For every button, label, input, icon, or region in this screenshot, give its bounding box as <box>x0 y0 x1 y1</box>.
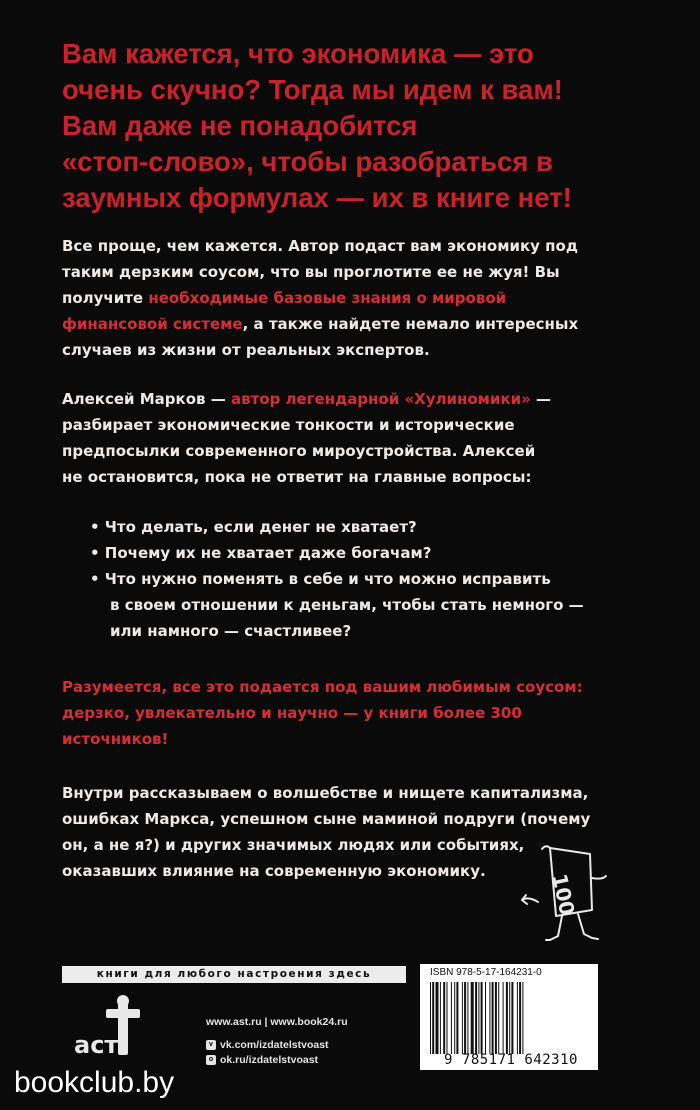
question-item: • Что нужно поменять в себе и что можно исправить <box>90 570 551 588</box>
author-line: не остановится, пока не ответит на главные вопросы: <box>62 468 532 486</box>
intro-highlight: финансовой системе <box>62 315 243 333</box>
tagline-bar: книги для любого настроения здесь <box>62 966 406 983</box>
sauce-paragraph <box>62 674 662 752</box>
question-item-cont: в своем отношении к деньгам, чтобы стать немного — <box>110 596 584 614</box>
money-mascot-illustration <box>520 840 610 950</box>
question-item: • Что делать, если денег не хватает? <box>90 518 417 536</box>
author-text: Алексей Марков — <box>62 390 231 408</box>
headline-line: заумных формулах — их в книге нет! <box>62 182 572 213</box>
questions-list <box>90 514 690 644</box>
inside-line: он, а не я?) и других значимых людях или событиях, <box>62 836 525 854</box>
author-line: предпосылки современного мироустройства. Алексей <box>62 442 536 460</box>
intro-line <box>62 311 662 337</box>
intro-highlight: необходимые базовые знания о мировой <box>148 289 507 307</box>
intro-line: таким дерзким соусом, что вы проглотите ее не жуя! Вы <box>62 263 560 281</box>
author-highlight: автор легендарной «Хулиномики» <box>230 390 531 408</box>
ok-icon: o <box>206 1055 216 1065</box>
sauce-line: дерзко, увлекательно и научно — у книги более 300 <box>62 704 522 722</box>
author-paragraph <box>62 386 662 490</box>
headline-line: «стоп-слово», чтобы разобраться в <box>62 146 553 177</box>
question-item: • Почему их не хватает даже богачам? <box>90 544 432 562</box>
inside-line: оказавших влияние на современную экономику. <box>62 862 486 880</box>
headline-line: Вам даже не понадобится <box>62 110 418 141</box>
intro-line <box>62 285 662 311</box>
sauce-line: источников! <box>62 730 169 748</box>
intro-text: получите <box>62 289 149 307</box>
isbn-block <box>420 964 598 1070</box>
intro-line: Все проще, чем кажется. Автор подаст вам экономику под <box>62 237 578 255</box>
headline-line: Вам кажется, что экономика — это <box>62 38 534 69</box>
contacts-block <box>206 1016 416 1067</box>
vk-row[interactable] <box>206 1037 416 1052</box>
watermark-text: bookclub.by <box>14 1066 175 1099</box>
vk-link[interactable]: vk.com/izdatelstvoast <box>220 1038 329 1051</box>
ok-row[interactable] <box>206 1052 416 1067</box>
author-line <box>62 386 662 412</box>
question-item-cont: или намного — счастливее? <box>110 622 352 640</box>
ok-link[interactable]: ok.ru/izdatelstvoast <box>220 1053 319 1066</box>
sauce-line: Разумеется, все это подается под вашим любимым соусом: <box>62 678 583 696</box>
headline-line: очень скучно? Тогда мы идем к вам! <box>62 74 563 105</box>
websites-link[interactable]: www.ast.ru | www.book24.ru <box>206 1016 348 1028</box>
intro-line: случаев из жизни от реальных экспертов. <box>62 341 430 359</box>
headline <box>62 36 662 216</box>
isbn-label: ISBN 978-5-17-164231-0 <box>430 967 542 978</box>
logo-text: аст <box>74 1031 119 1059</box>
inside-line: Внутри рассказываем о волшебстве и нищете капитализма, <box>62 784 589 802</box>
intro-text: , а также найдете немало интересных <box>242 315 579 333</box>
intro-paragraph <box>62 233 662 363</box>
vk-icon: v <box>206 1040 216 1050</box>
barcode-number: 9 785171 642310 <box>444 1052 578 1068</box>
watermark <box>0 1060 200 1110</box>
publisher-logo <box>60 995 160 1067</box>
mascot-number: 100 <box>547 871 580 918</box>
author-line: разбирает экономические тонкости и исторические <box>62 416 515 434</box>
barcode <box>428 982 592 1054</box>
inside-line: ошибках Маркса, успешном сыне маминой подруги (почему <box>62 810 591 828</box>
author-text: — <box>530 390 552 408</box>
